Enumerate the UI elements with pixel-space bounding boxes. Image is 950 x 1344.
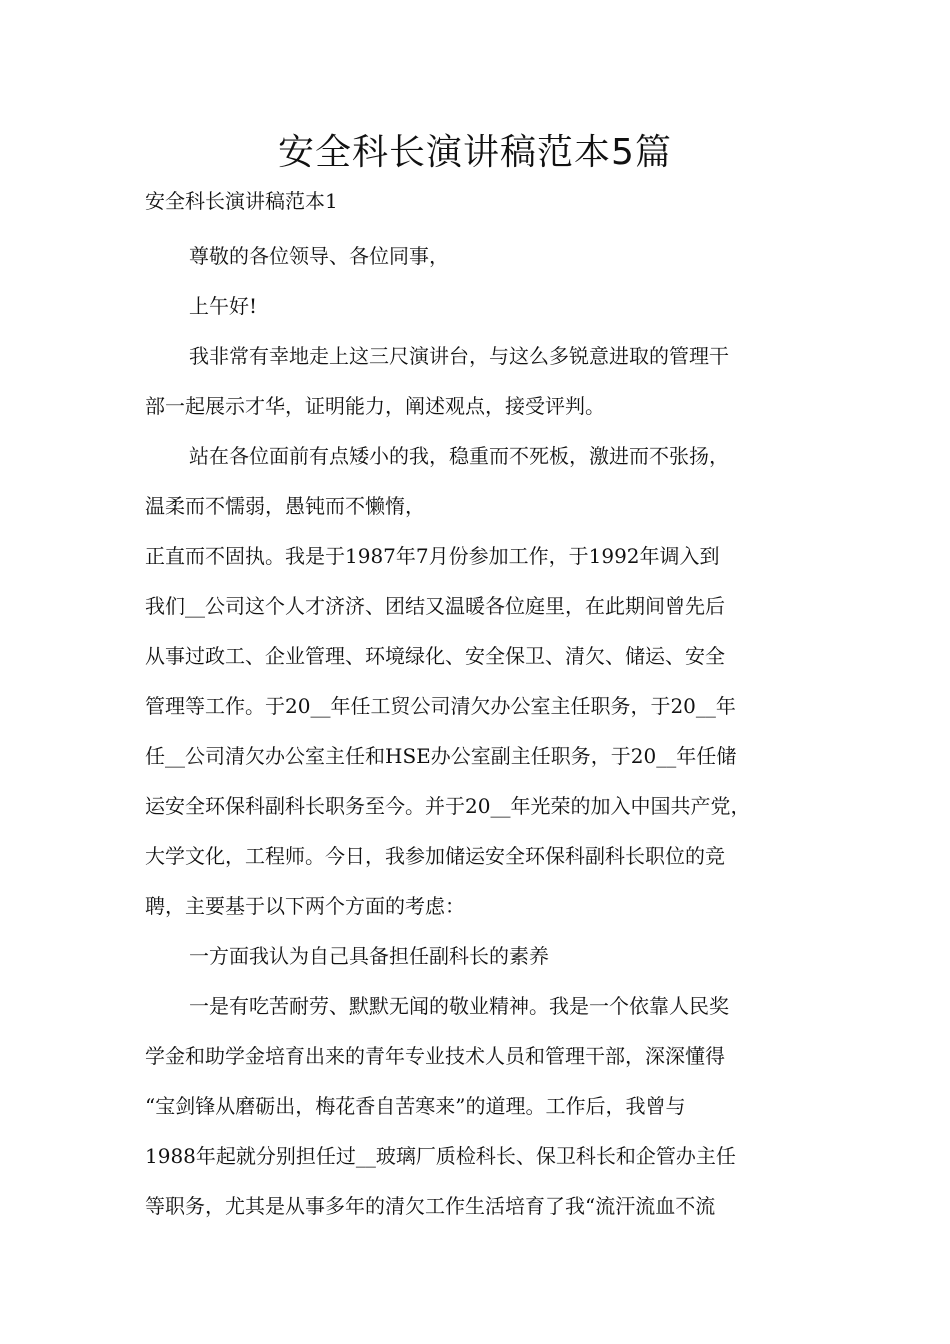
body-line: 一方面我认为自己具备担任副科长的素养 [189,944,549,968]
body-line: 上午好! [189,294,258,318]
body-line: 一是有吃苦耐劳、默默无闻的敬业精神。我是一个依靠人民奖 [189,994,729,1018]
document-title: 安全科长演讲稿范本5篇 [278,132,672,173]
body-line: 1988年起就分别担任过__玻璃厂质检科长、保卫科长和企管办主任 [145,1144,736,1168]
document-body [145,231,815,1231]
body-line: 学金和助学金培育出来的青年专业技术人员和管理干部，深深懂得 [145,1044,725,1068]
body-line: 尊敬的各位领导、各位同事， [189,244,449,268]
body-line: 我非常有幸地走上这三尺演讲台，与这么多锐意进取的管理干 [189,344,729,368]
body-line: 等职务，尤其是从事多年的清欠工作生活培育了我“流汗流血不流 [145,1194,716,1218]
body-line: 温柔而不懦弱，愚钝而不懒惰， [145,494,425,518]
body-line: 聘，主要基于以下两个方面的考虑： [145,894,465,918]
document-subtitle: 安全科长演讲稿范本1 [145,189,338,213]
body-line: 管理等工作。于20__年任工贸公司清欠办公室主任职务，于20__年 [145,694,736,718]
body-line: 从事过政工、企业管理、环境绿化、安全保卫、清欠、储运、安全 [145,644,725,668]
body-line: “宝剑锋从磨砺出，梅花香自苦寒来”的道理。工作后，我曾与 [145,1094,686,1118]
body-line: 部一起展示才华，证明能力，阐述观点，接受评判。 [145,394,605,418]
body-line: 大学文化，工程师。今日，我参加储运安全环保科副科长职位的竞 [145,844,725,868]
body-line: 站在各位面前有点矮小的我，稳重而不死板，激进而不张扬， [189,444,729,468]
body-line: 任__公司清欠办公室主任和HSE办公室副主任职务，于20__年任储 [145,744,737,768]
body-line: 运安全环保科副科长职务至今。并于20__年光荣的加入中国共产党， [145,794,751,818]
body-line: 我们__公司这个人才济济、团结又温暖各位庭里，在此期间曾先后 [145,594,725,618]
body-line: 正直而不固执。我是于1987年7月份参加工作，于1992年调入到 [145,544,720,568]
